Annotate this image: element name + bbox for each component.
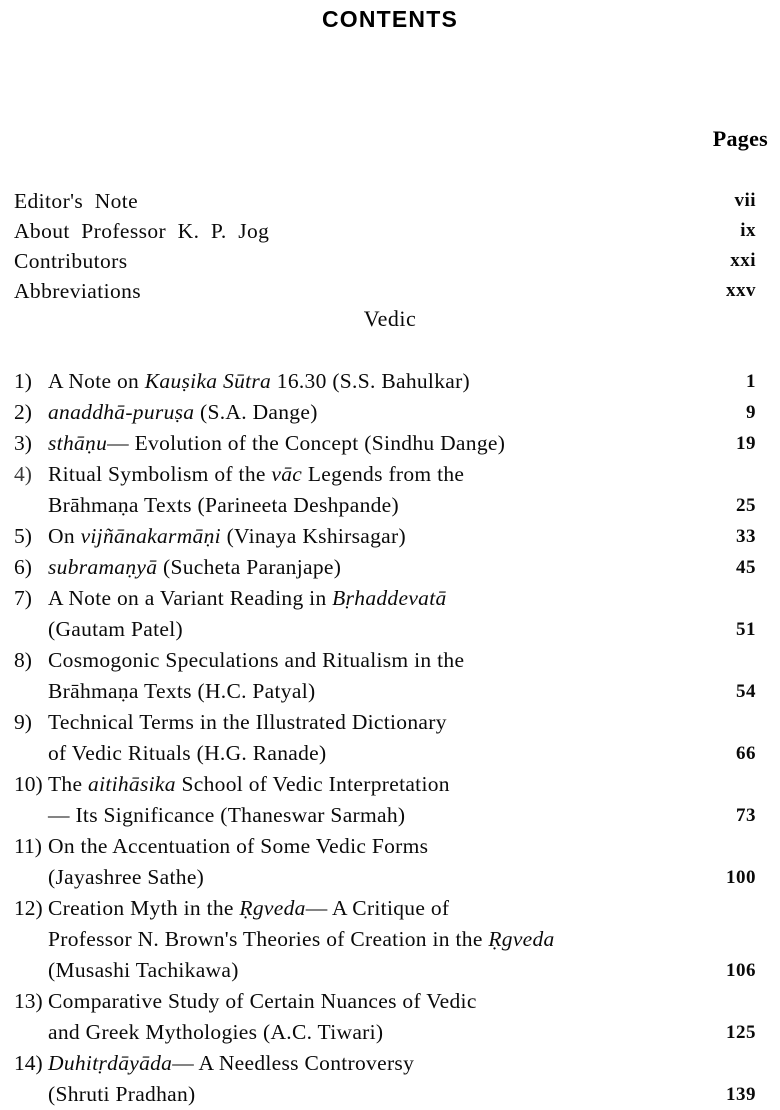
toc-entry[interactable]	[14, 707, 768, 769]
toc-entry-title: A Note on a Variant Reading in Bṛhaddevatā	[48, 586, 447, 610]
toc-entry-line	[14, 1048, 768, 1079]
toc-entry-line	[14, 583, 768, 614]
toc-entry-title: (Jayashree Sathe)	[48, 865, 205, 889]
toc-entry-number: 14)	[14, 1051, 43, 1075]
toc-entry-number: 2)	[14, 400, 32, 424]
toc-entry-line	[14, 645, 768, 676]
toc-entry-line	[14, 800, 768, 831]
toc-entry[interactable]	[14, 428, 768, 459]
toc-entry-line	[14, 924, 768, 955]
toc-entry-title: — Its Significance (Thaneswar Sarmah)	[48, 803, 406, 827]
toc-entry-title: A Note on Kauṣika Sūtra 16.30 (S.S. Bahulkar)	[48, 369, 471, 393]
toc-entry-number: 8)	[14, 648, 32, 672]
toc-entry-page-number: 66	[736, 743, 756, 764]
toc-entry-number: 12)	[14, 896, 43, 920]
toc-entry[interactable]	[14, 397, 768, 428]
toc-entry-title: Ritual Symbolism of the vāc Legends from the	[48, 462, 465, 486]
toc-entry-title: On vijñānakarmāṇi (Vinaya Kshirsagar)	[48, 524, 406, 548]
toc-entry-line	[14, 738, 768, 769]
toc-entry-line	[14, 428, 768, 459]
toc-entry-title: of Vedic Rituals (H.G. Ranade)	[48, 741, 327, 765]
frontmatter-page-number: xxi	[730, 250, 756, 271]
toc-entry-line	[14, 986, 768, 1017]
toc-entry[interactable]	[14, 645, 768, 707]
toc-entry-page-number: 19	[736, 433, 756, 454]
toc-entry-page-number: 9	[746, 402, 756, 423]
frontmatter-page-number: ix	[740, 220, 756, 241]
toc-entry-page-number: 139	[726, 1084, 756, 1105]
toc-entry-page-number: 73	[736, 805, 756, 826]
frontmatter-row[interactable]	[14, 276, 768, 306]
toc-entry-page-number: 125	[726, 1022, 756, 1043]
toc-entry-title: Comparative Study of Certain Nuances of Vedic	[48, 989, 477, 1013]
toc-entry-title: Duhitṛdāyāda— A Needless Controversy	[48, 1051, 415, 1075]
toc-entry-title: On the Accentuation of Some Vedic Forms	[48, 834, 429, 858]
toc-entry[interactable]	[14, 893, 768, 986]
toc-entry-number: 11)	[14, 834, 42, 858]
toc-entry-page-number: 45	[736, 557, 756, 578]
toc-entry-title: Brāhmaṇa Texts (Parineeta Deshpande)	[48, 493, 399, 517]
toc-entry[interactable]	[14, 769, 768, 831]
toc-entry[interactable]	[14, 1048, 768, 1110]
toc-entry-line	[14, 831, 768, 862]
toc-entry-number: 4)	[14, 462, 32, 486]
frontmatter-row[interactable]	[14, 246, 768, 276]
toc-entry-title: (Musashi Tachikawa)	[48, 958, 239, 982]
toc-entry-line	[14, 955, 768, 986]
toc-entry-title: Creation Myth in the Ṛgveda— A Critique of	[48, 896, 450, 920]
toc-entry-page-number: 106	[726, 960, 756, 981]
toc-entry-title: (Gautam Patel)	[48, 617, 183, 641]
toc-entry-title: (Shruti Pradhan)	[48, 1082, 196, 1106]
frontmatter-label: Contributors	[14, 249, 128, 273]
toc-entry[interactable]	[14, 583, 768, 645]
toc-entry-number: 6)	[14, 555, 32, 579]
toc-entry-number: 5)	[14, 524, 32, 548]
toc-entry-page-number: 1	[746, 371, 756, 392]
toc-entry-line	[14, 707, 768, 738]
toc-entry[interactable]	[14, 986, 768, 1048]
toc-entry-line	[14, 893, 768, 924]
toc-entry-title: Technical Terms in the Illustrated Dictionary	[48, 710, 447, 734]
toc-entry-line	[14, 366, 768, 397]
toc-entry-number: 9)	[14, 710, 32, 734]
toc-entry-page-number: 51	[736, 619, 756, 640]
toc-entry-page-number: 33	[736, 526, 756, 547]
toc-entry[interactable]	[14, 459, 768, 521]
toc-entry-title: Brāhmaṇa Texts (H.C. Patyal)	[48, 679, 316, 703]
section-heading-vedic: Vedic	[363, 306, 417, 331]
toc-entry-title: sthāṇu— Evolution of the Concept (Sindhu Dange)	[48, 431, 506, 455]
toc-entry-line	[14, 1079, 768, 1110]
page-title: CONTENTS	[321, 6, 459, 32]
toc-entry-line	[14, 490, 768, 521]
toc-entry-list	[14, 366, 768, 1110]
toc-entry-line	[14, 862, 768, 893]
toc-entry-line	[14, 459, 768, 490]
frontmatter-row[interactable]	[14, 186, 768, 216]
toc-entry[interactable]	[14, 366, 768, 397]
toc-entry-number: 1)	[14, 369, 32, 393]
toc-entry-line	[14, 552, 768, 583]
toc-entry-page-number: 54	[736, 681, 756, 702]
frontmatter-label: Editor's Note	[14, 189, 139, 213]
frontmatter-label: Abbreviations	[14, 279, 142, 303]
frontmatter-label: About Professor K. P. Jog	[14, 219, 270, 243]
toc-entry-line	[14, 769, 768, 800]
toc-entry-title: Cosmogonic Speculations and Ritualism in the	[48, 648, 465, 672]
toc-entry-number: 3)	[14, 431, 32, 455]
frontmatter-page-number: vii	[734, 190, 756, 211]
toc-entry[interactable]	[14, 552, 768, 583]
toc-entry-title: subramaṇyā (Sucheta Paranjape)	[48, 555, 342, 579]
frontmatter-row[interactable]	[14, 216, 768, 246]
toc-entry-number: 10)	[14, 772, 43, 796]
frontmatter-page-number: xxv	[726, 280, 756, 301]
toc-entry-line	[14, 1017, 768, 1048]
toc-entry-number: 13)	[14, 989, 43, 1013]
toc-entry-page-number: 25	[736, 495, 756, 516]
toc-entry-title: and Greek Mythologies (A.C. Tiwari)	[48, 1020, 384, 1044]
toc-entry-page-number: 100	[726, 867, 756, 888]
toc-entry-title: anaddhā-puruṣa (S.A. Dange)	[48, 400, 318, 424]
toc-entry-line	[14, 521, 768, 552]
toc-entry-number: 7)	[14, 586, 32, 610]
frontmatter-list	[14, 186, 768, 306]
toc-entry[interactable]	[14, 831, 768, 893]
toc-entry-line	[14, 614, 768, 645]
toc-entry-line	[14, 676, 768, 707]
toc-entry-line	[14, 397, 768, 428]
toc-entry-title: Professor N. Brown's Theories of Creation in the Ṛgveda	[48, 927, 555, 951]
toc-entry-title: The aitihāsika School of Vedic Interpretation	[48, 772, 450, 796]
toc-entry[interactable]	[14, 521, 768, 552]
pages-column-header: Pages	[712, 126, 768, 151]
